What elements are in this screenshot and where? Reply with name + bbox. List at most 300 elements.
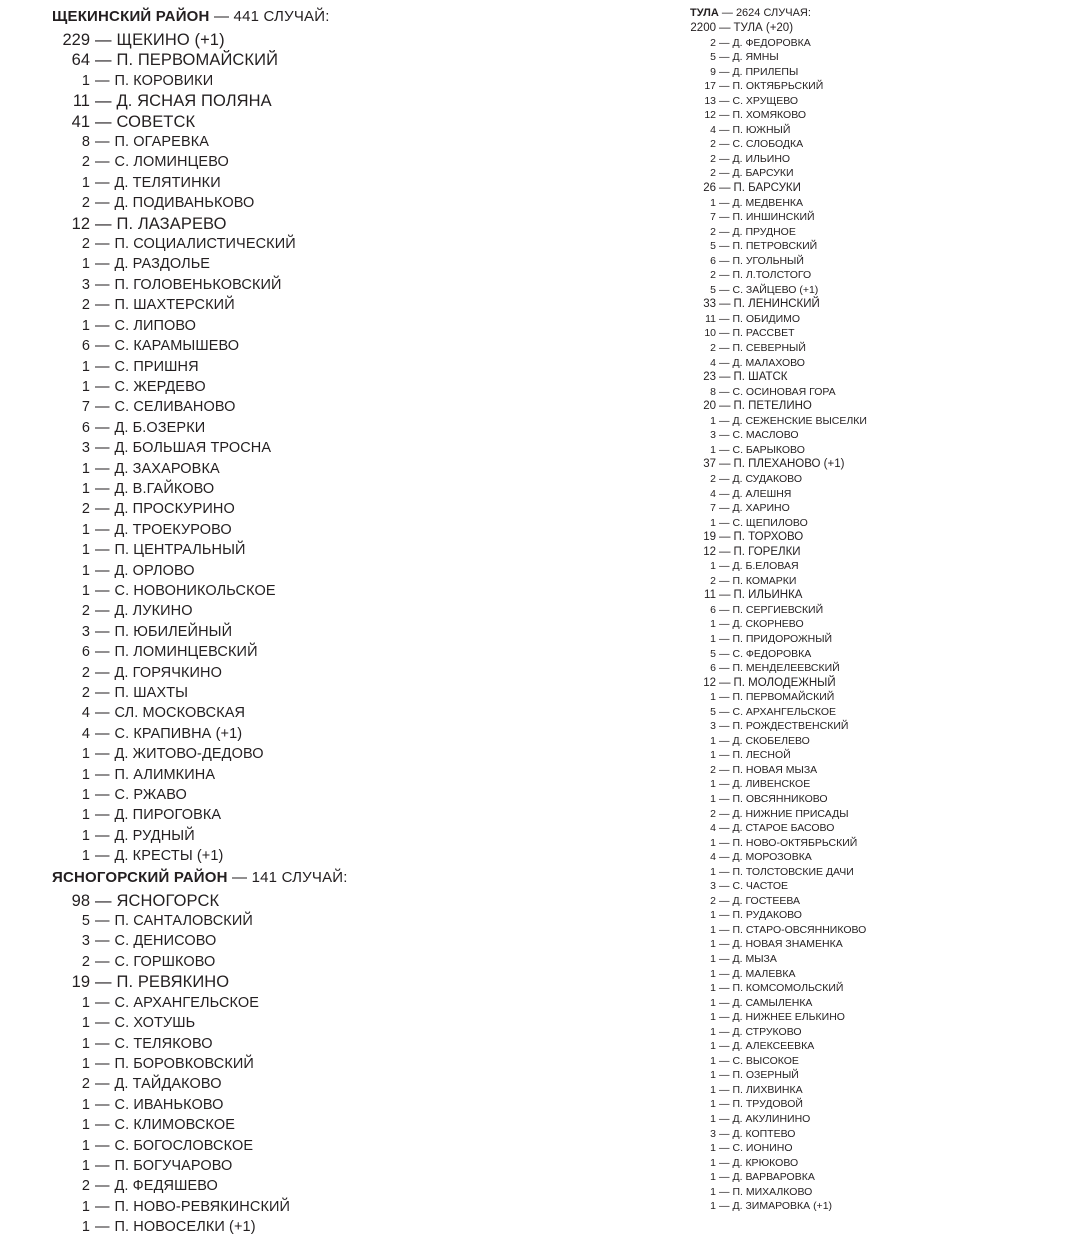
- settlement-case-count: 1: [710, 938, 716, 951]
- settlement-name: С. ОСИНОВАЯ ГОРА: [732, 385, 836, 398]
- row-dash: —: [719, 1185, 730, 1198]
- settlement-name: П. САНТАЛОВСКИЙ: [114, 913, 253, 930]
- settlement-case-count: 1: [81, 562, 90, 579]
- row-dash: —: [719, 182, 731, 195]
- row-dash: —: [719, 1040, 730, 1053]
- settlement-case-count: 5: [710, 705, 716, 718]
- settlement-row: [690, 748, 1080, 763]
- row-dash: —: [719, 618, 730, 631]
- settlement-name: ЯСНОГОРСК: [116, 891, 220, 910]
- row-dash: —: [719, 967, 730, 980]
- settlement-name: С. ЛОМИНЦЕВО: [114, 154, 229, 171]
- settlement-row: [690, 807, 1080, 822]
- settlement-row: [690, 225, 1080, 240]
- row-dash: —: [95, 787, 110, 804]
- row-dash: —: [95, 256, 110, 273]
- settlement-case-count: 2: [710, 167, 716, 180]
- settlement-row: [690, 836, 1080, 851]
- settlement-case-count: 2: [81, 953, 90, 970]
- district-heading: [690, 6, 1080, 21]
- settlement-row: [52, 152, 520, 172]
- settlement-name: Д. СЕЖЕНСКИЕ ВЫСЕЛКИ: [732, 414, 867, 427]
- row-dash: —: [719, 123, 730, 136]
- settlement-name: Д. В.ГАЙКОВО: [114, 480, 215, 497]
- settlement-row: [52, 71, 520, 91]
- settlement-row: [690, 472, 1080, 487]
- row-dash: —: [719, 1083, 730, 1096]
- settlement-row: [690, 545, 1080, 560]
- settlement-case-count: 64: [71, 51, 90, 70]
- row-dash: —: [719, 1054, 730, 1067]
- settlement-case-count: 2200: [690, 22, 716, 34]
- settlement-row: [690, 705, 1080, 720]
- settlement-case-count: 1: [81, 1015, 90, 1032]
- settlement-row: [690, 152, 1080, 167]
- settlement-row: [690, 574, 1080, 589]
- row-dash: —: [95, 562, 110, 579]
- row-dash: —: [95, 1055, 110, 1072]
- district-heading: [52, 867, 520, 891]
- settlement-name: Д. ЗИМАРОВКА (+1): [732, 1200, 833, 1213]
- row-dash: —: [719, 1069, 730, 1082]
- settlement-case-count: 1: [81, 521, 90, 538]
- settlement-case-count: 6: [81, 419, 90, 436]
- settlement-case-count: 19: [703, 531, 716, 544]
- row-dash: —: [719, 880, 730, 893]
- row-dash: —: [95, 582, 110, 599]
- settlement-row: [690, 94, 1080, 109]
- settlement-name: С. НОВОНИКОЛЬСКОЕ: [114, 582, 276, 599]
- settlement-case-count: 1: [710, 982, 716, 995]
- settlement-name: П. ОЗЕРНЫЙ: [732, 1069, 799, 1082]
- settlement-name: С. БАРЫКОВО: [732, 443, 805, 456]
- settlement-name: П. СЕРГИЕВСКИЙ: [732, 603, 824, 616]
- settlement-case-count: 10: [704, 327, 716, 340]
- settlement-name: П. ОГАРЕВКА: [114, 134, 210, 151]
- settlement-name: П. ПРИДОРОЖНЫЙ: [732, 632, 833, 645]
- settlement-case-count: 33: [703, 298, 716, 311]
- settlement-row: [690, 341, 1080, 356]
- settlement-row: [52, 357, 520, 377]
- settlement-name: Д. ИЛЬИНО: [732, 152, 791, 165]
- settlement-row: [52, 91, 520, 111]
- settlement-name: Д. АЛЕКСЕЕВКА: [732, 1040, 815, 1053]
- row-dash: —: [95, 297, 110, 314]
- district-separator: —: [213, 8, 230, 25]
- row-dash: —: [719, 167, 730, 180]
- settlement-row: [690, 1199, 1080, 1214]
- settlement-row: [690, 1156, 1080, 1171]
- settlement-name: ТУЛА (+20): [733, 22, 794, 34]
- settlement-case-count: 8: [710, 385, 716, 398]
- settlement-row: [690, 981, 1080, 996]
- settlement-name: П. ГОЛОВЕНЬКОВСКИЙ: [114, 276, 282, 293]
- settlement-row: [690, 370, 1080, 385]
- settlement-case-count: 3: [710, 880, 716, 893]
- settlement-case-count: 9: [710, 65, 716, 78]
- row-dash: —: [719, 516, 730, 529]
- settlement-case-count: 3: [81, 933, 90, 950]
- settlement-case-count: 1: [710, 1113, 716, 1126]
- row-dash: —: [95, 460, 110, 477]
- row-dash: —: [95, 1117, 110, 1134]
- settlement-row: [690, 1083, 1080, 1098]
- row-dash: —: [95, 154, 110, 171]
- right-column: [520, 6, 1080, 1214]
- left-column: [0, 6, 520, 1238]
- settlement-row: [690, 588, 1080, 603]
- settlement-row: [690, 603, 1080, 618]
- settlement-name: П. БОРОВКОВСКИЙ: [114, 1055, 254, 1072]
- settlement-name: С. КАРАМЫШЕВО: [114, 338, 240, 355]
- row-dash: —: [95, 1015, 110, 1032]
- settlement-case-count: 2: [81, 297, 90, 314]
- settlement-name: С. ХОТУШЬ: [114, 1015, 196, 1032]
- row-dash: —: [719, 662, 730, 675]
- settlement-case-count: 229: [62, 31, 90, 49]
- settlement-case-count: 1: [81, 1096, 90, 1113]
- settlement-case-count: 2: [710, 138, 716, 151]
- row-dash: —: [95, 236, 110, 253]
- settlement-name: П. ШАХТЕРСКИЙ: [114, 297, 235, 314]
- settlement-row: [52, 1156, 520, 1176]
- settlement-name: Д. МЕДВЕНКА: [732, 196, 804, 209]
- settlement-case-count: 1: [81, 827, 90, 844]
- settlement-name: П. ТОЛСТОВСКИЕ ДАЧИ: [732, 865, 854, 878]
- settlement-row: [690, 632, 1080, 647]
- settlement-case-count: 1: [81, 174, 90, 191]
- settlement-case-count: 12: [703, 545, 716, 558]
- settlement-case-count: 1: [710, 953, 716, 965]
- row-dash: —: [95, 1035, 110, 1052]
- settlement-row: [690, 1127, 1080, 1142]
- settlement-name: П. НОВАЯ МЫЗА: [732, 763, 818, 776]
- row-dash: —: [719, 269, 730, 282]
- settlement-row: [690, 821, 1080, 836]
- row-dash: —: [719, 996, 730, 1009]
- settlement-row: [690, 996, 1080, 1011]
- settlement-name: П. РОЖДЕСТВЕНСКИЙ: [732, 720, 849, 733]
- settlement-row: [690, 647, 1080, 662]
- settlement-case-count: 12: [703, 676, 716, 689]
- settlement-row: [690, 254, 1080, 269]
- settlement-row: [52, 254, 520, 274]
- settlement-case-count: 17: [704, 80, 716, 93]
- two-column-layout: [0, 6, 1080, 1238]
- settlement-case-count: 1: [710, 923, 716, 936]
- district-heading: [52, 6, 520, 30]
- settlement-row: [52, 112, 520, 132]
- settlement-name: Д. АКУЛИНИНО: [732, 1113, 811, 1126]
- settlement-case-count: 1: [81, 1117, 90, 1134]
- settlement-row: [690, 21, 1080, 36]
- settlement-row: [690, 312, 1080, 327]
- settlement-case-count: 1: [710, 1156, 716, 1169]
- settlement-row: [690, 661, 1080, 676]
- settlement-case-count: 2: [81, 501, 90, 518]
- settlement-case-count: 1: [710, 691, 716, 704]
- settlement-name: Д. РАЗДОЛЬЕ: [114, 256, 211, 273]
- settlement-case-count: 1: [81, 1137, 90, 1154]
- settlement-case-count: 4: [710, 487, 716, 500]
- settlement-case-count: 7: [710, 211, 716, 224]
- settlement-name: П. ИНШИНСКИЙ: [732, 211, 815, 224]
- settlement-row: [52, 459, 520, 479]
- settlement-case-count: 2: [710, 269, 716, 282]
- settlement-case-count: 2: [710, 36, 716, 49]
- settlement-case-count: 1: [81, 1055, 90, 1072]
- row-dash: —: [95, 440, 110, 457]
- settlement-case-count: 1: [710, 1054, 716, 1067]
- settlement-name: Д. НОВАЯ ЗНАМЕНКА: [732, 938, 843, 951]
- row-dash: —: [95, 92, 112, 111]
- settlement-name: П. ЮБИЛЕЙНЫЙ: [114, 623, 233, 640]
- settlement-name: П. ЦЕНТРАЛЬНЫЙ: [114, 542, 246, 559]
- settlement-name: П. ЛАЗАРЕВО: [116, 214, 227, 233]
- settlement-case-count: 1: [81, 582, 90, 599]
- settlement-row: [690, 501, 1080, 516]
- settlement-row: [52, 826, 520, 846]
- row-dash: —: [719, 385, 730, 398]
- settlement-name: Д. КОПТЕВО: [732, 1127, 796, 1140]
- settlement-name: Д. САМЫЛЕНКА: [732, 996, 813, 1009]
- settlement-row: [690, 457, 1080, 472]
- row-dash: —: [719, 778, 730, 791]
- settlement-name: П. НОВО-ОКТЯБРЬСКИЙ: [732, 836, 858, 849]
- row-dash: —: [719, 356, 730, 369]
- row-dash: —: [95, 1096, 110, 1113]
- settlement-case-count: 2: [81, 1178, 90, 1195]
- settlement-case-count: 1: [710, 734, 716, 747]
- settlement-case-count: 5: [81, 913, 90, 930]
- settlement-case-count: 11: [705, 312, 716, 325]
- settlement-row: [52, 683, 520, 703]
- settlement-case-count: 1: [81, 480, 90, 497]
- settlement-name: П. УГОЛЬНЫЙ: [732, 254, 804, 267]
- row-dash: —: [95, 174, 110, 191]
- settlement-case-count: 6: [710, 662, 716, 675]
- settlement-case-count: 2: [81, 664, 90, 681]
- settlement-row: [52, 846, 520, 866]
- settlement-case-count: 1: [710, 1098, 716, 1111]
- settlement-name: Д. ХАРИНО: [732, 502, 790, 515]
- settlement-row: [690, 1010, 1080, 1025]
- settlement-case-count: 1: [710, 909, 716, 922]
- settlement-row: [690, 1039, 1080, 1054]
- settlement-row: [52, 931, 520, 951]
- row-dash: —: [719, 211, 730, 224]
- settlement-name: Д. БАРСУКИ: [732, 167, 794, 180]
- row-dash: —: [719, 298, 731, 311]
- settlement-case-count: 23: [703, 371, 716, 384]
- settlement-name: С. ЧАСТОЕ: [732, 880, 789, 893]
- settlement-row: [690, 1170, 1080, 1185]
- settlement-name: С. РЖАВО: [114, 787, 187, 804]
- settlement-case-count: 98: [71, 891, 90, 910]
- settlement-name: Д. СКОРНЕВО: [732, 618, 804, 631]
- district-name: ТУЛА: [690, 7, 719, 19]
- settlement-case-count: 1: [710, 1011, 716, 1024]
- settlement-row: [690, 676, 1080, 691]
- settlement-row: [52, 418, 520, 438]
- settlement-row: [690, 937, 1080, 952]
- row-dash: —: [95, 1076, 110, 1093]
- settlement-row: [690, 690, 1080, 705]
- settlement-name: СЛ. МОСКОВСКАЯ: [114, 705, 246, 722]
- settlement-row: [690, 1025, 1080, 1040]
- settlement-case-count: 4: [710, 123, 716, 136]
- settlement-case-count: 6: [710, 254, 716, 267]
- settlement-case-count: 3: [710, 429, 716, 442]
- row-dash: —: [719, 589, 731, 602]
- settlement-case-count: 37: [703, 458, 716, 471]
- row-dash: —: [719, 836, 730, 849]
- settlement-row: [690, 1097, 1080, 1112]
- settlement-name: С. АРХАНГЕЛЬСКОЕ: [732, 705, 837, 718]
- settlement-case-count: 2: [81, 154, 90, 171]
- settlement-case-count: 2: [710, 225, 716, 238]
- settlement-row: [52, 193, 520, 213]
- settlement-row: [690, 1054, 1080, 1069]
- settlement-case-count: 1: [81, 1157, 90, 1174]
- settlement-name: С. СЛОБОДКА: [732, 138, 804, 151]
- settlement-row: [690, 166, 1080, 181]
- settlement-case-count: 1: [710, 1025, 716, 1038]
- row-dash: —: [95, 501, 110, 518]
- settlement-row: [52, 1054, 520, 1074]
- settlement-case-count: 6: [81, 338, 90, 355]
- settlement-row: [690, 923, 1080, 938]
- settlement-name: С. БОГОСЛОВСКОЕ: [114, 1137, 254, 1154]
- row-dash: —: [95, 705, 110, 722]
- settlement-case-count: 1: [710, 778, 716, 791]
- settlement-case-count: 20: [703, 400, 716, 413]
- settlement-name: С. ВЫСОКОЕ: [732, 1054, 799, 1067]
- settlement-case-count: 1: [81, 848, 90, 865]
- row-dash: —: [719, 953, 730, 965]
- settlement-case-count: 1: [81, 1219, 90, 1236]
- row-dash: —: [95, 913, 110, 930]
- row-dash: —: [719, 749, 730, 762]
- settlement-case-count: 3: [81, 440, 90, 457]
- settlement-case-count: 4: [710, 356, 716, 369]
- row-dash: —: [719, 632, 730, 645]
- settlement-name: П. КОМСОМОЛЬСКИЙ: [732, 982, 844, 995]
- settlement-name: П. ПЛЕХАНОВО (+1): [733, 458, 845, 471]
- settlement-row: [52, 993, 520, 1013]
- settlement-row: [52, 214, 520, 234]
- settlement-name: С. СЕЛИВАНОВО: [114, 399, 236, 416]
- row-dash: —: [719, 560, 730, 573]
- settlement-name: П. ШАТСК: [733, 371, 788, 384]
- row-dash: —: [719, 443, 730, 456]
- settlement-row: [690, 79, 1080, 94]
- row-dash: —: [719, 1011, 730, 1024]
- settlement-row: [52, 234, 520, 254]
- row-dash: —: [719, 792, 730, 805]
- row-dash: —: [719, 65, 730, 78]
- settlement-row: [690, 792, 1080, 807]
- settlement-case-count: 6: [81, 644, 90, 661]
- settlement-row: [52, 972, 520, 992]
- settlement-name: П. ОБИДИМО: [732, 312, 801, 325]
- settlement-case-count: 1: [710, 1083, 716, 1096]
- settlement-row: [690, 1068, 1080, 1083]
- settlement-name: П. ШАХТЫ: [114, 685, 189, 701]
- settlement-row: [690, 763, 1080, 778]
- settlement-name: С. ЖЕРДЕВО: [114, 378, 206, 395]
- row-dash: —: [719, 545, 731, 558]
- settlement-row: [52, 891, 520, 911]
- row-dash: —: [95, 358, 110, 375]
- settlement-row: [690, 428, 1080, 443]
- settlement-case-count: 11: [704, 589, 716, 602]
- settlement-row: [52, 952, 520, 972]
- settlement-row: [690, 719, 1080, 734]
- settlement-case-count: 1: [81, 766, 90, 783]
- district-case-count: 141 СЛУЧАЙ:: [251, 868, 348, 886]
- settlement-name: П. РАССВЕТ: [732, 327, 795, 340]
- row-dash: —: [719, 400, 731, 413]
- row-dash: —: [95, 521, 110, 538]
- row-dash: —: [719, 240, 730, 253]
- row-dash: —: [719, 414, 730, 427]
- district-separator: —: [232, 868, 248, 886]
- settlement-case-count: 2: [81, 236, 90, 253]
- row-dash: —: [719, 487, 730, 500]
- settlement-name: П. АЛИМКИНА: [114, 766, 216, 783]
- settlement-row: [52, 744, 520, 764]
- settlement-name: С. ПРИШНЯ: [114, 358, 199, 375]
- settlement-name: П. ПЕТЕЛИНО: [733, 400, 812, 413]
- settlement-case-count: 1: [710, 618, 716, 631]
- row-dash: —: [95, 644, 110, 661]
- settlement-name: П. ЛИХВИНКА: [732, 1083, 803, 1096]
- row-dash: —: [719, 342, 730, 355]
- settlement-case-count: 1: [81, 994, 90, 1011]
- row-dash: —: [719, 574, 730, 587]
- row-dash: —: [719, 138, 730, 151]
- settlement-case-count: 2: [710, 763, 716, 776]
- settlement-name: Д. ТАЙДАКОВО: [114, 1076, 222, 1093]
- row-dash: —: [95, 51, 112, 70]
- settlement-row: [52, 499, 520, 519]
- settlement-name: П. ПЕРВОМАЙСКИЙ: [732, 691, 835, 704]
- row-dash: —: [95, 419, 110, 436]
- settlement-case-count: 1: [81, 807, 90, 824]
- settlement-row: [52, 1136, 520, 1156]
- settlement-name: Д. ЛУКИНО: [114, 603, 193, 620]
- settlement-name: Д. ПРУДНОЕ: [732, 225, 796, 238]
- settlement-row: [690, 734, 1080, 749]
- settlement-name: Д. ГОРЯЧКИНО: [114, 664, 223, 681]
- row-dash: —: [719, 429, 730, 442]
- settlement-name: П. КОРОВИКИ: [114, 72, 214, 89]
- row-dash: —: [95, 1137, 110, 1154]
- row-dash: —: [719, 283, 730, 296]
- settlement-name: П. МИХАЛКОВО: [732, 1185, 813, 1198]
- settlement-name: С. КЛИМОВСКОЕ: [114, 1117, 235, 1134]
- settlement-name: Д. ЗАХАРОВКА: [114, 460, 220, 477]
- row-dash: —: [719, 603, 730, 616]
- row-dash: —: [719, 1127, 730, 1140]
- settlement-case-count: 5: [710, 647, 716, 660]
- row-dash: —: [719, 691, 730, 704]
- settlement-row: [52, 1176, 520, 1196]
- settlement-name: С. ФЕДОРОВКА: [732, 647, 812, 660]
- settlement-case-count: 4: [81, 705, 90, 722]
- settlement-name: С. ГОРШКОВО: [114, 953, 216, 970]
